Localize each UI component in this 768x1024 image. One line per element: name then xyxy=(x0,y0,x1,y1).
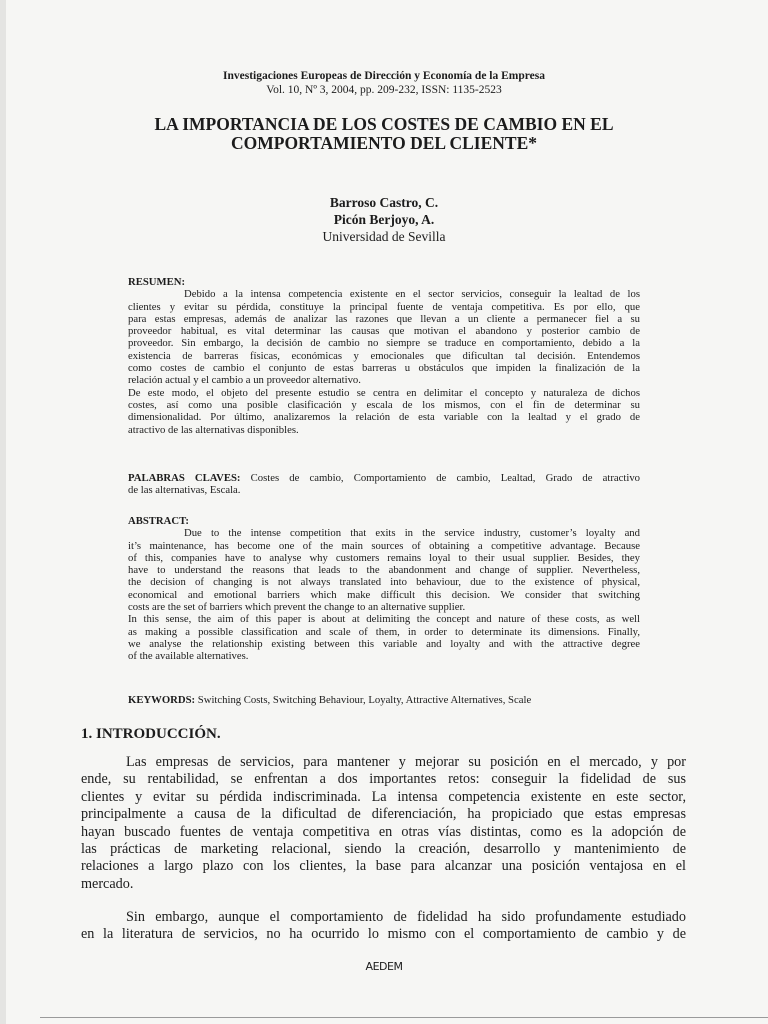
abstract-line: we analyse the relationship existing between this variable and loyalty and with the attractive degree xyxy=(128,637,640,650)
palabras-claves-label: PALABRAS CLAVES: xyxy=(128,472,241,484)
journal-volume: Vol. 10, Nº 3, 2004, pp. 209-232, ISSN: 1135-2523 xyxy=(266,84,502,96)
body-line: las prácticas de marketing relacional, siendo la creación, desarrollo y mantenimiento de xyxy=(81,841,686,858)
body-line: en la literatura de servicios, no ha ocurrido lo mismo con el comportamiento de cambio y de xyxy=(81,926,686,943)
body-line: Las empresas de servicios, para mantener y mejorar su posición en el mercado, y por xyxy=(126,754,686,770)
resumen-heading: RESUMEN: xyxy=(128,276,186,288)
paper-title-line-2: COMPORTAMIENTO DEL CLIENTE* xyxy=(230,133,537,153)
abstract-line: In this sense, the aim of this paper is about at delimiting the concept and nature of these costs, as well xyxy=(128,613,640,626)
page-bottom-rule xyxy=(40,1017,768,1018)
author-2: Picón Berjoyo, A. xyxy=(333,212,435,227)
resumen-line: para estas empresas, además de analizar las razones que llevan a un cliente a permanecer fiel a su xyxy=(128,312,640,325)
abstract-line: of this, companies have to analyse why customers remains loyal to their usual supplier. Besides, they xyxy=(128,551,640,564)
abstract-section xyxy=(128,515,640,663)
resumen-line: clientes y evitar su pérdida, constituye la principal fuente de ventaja competitiva. Es por ello, que xyxy=(128,300,640,313)
keywords-section xyxy=(128,694,640,706)
abstract-line: of the available alternatives. xyxy=(128,650,249,663)
palabras-claves-text: Costes de cambio, Comportamiento de cambio, Lealtad, Grado de atractivo xyxy=(240,472,641,484)
abstract-line: costs are the set of barriers which prevent the change to an alternative supplier. xyxy=(128,601,466,614)
journal-name: Investigaciones Europeas de Dirección y Economía de la Empresa xyxy=(223,70,545,82)
resumen-line: proveedor habitual, es vital determinar las causas que motivan el abandono y posterior cambio de xyxy=(128,325,640,338)
resumen-line: atractivo de las alternativas disponibles. xyxy=(128,423,299,436)
body-line: ende, su rentabilidad, se enfrentan a dos importantes retos: conseguir la fidelidad de sus xyxy=(81,771,686,788)
resumen-line: costes, así como una posible clasificación y escala de los mismos, con el fin de determinar su xyxy=(128,398,640,411)
intro-paragraph-1 xyxy=(81,754,686,893)
body-line: hayan buscado fuentes de ventaja competitiva en otras vías distintas, como es la adopción de xyxy=(81,823,686,840)
section-heading-introduccion: 1. INTRODUCCIÓN. xyxy=(81,726,221,742)
body-line: principalmente a causa de la dificultad de diferenciación, ha propiciado que estas empresas xyxy=(81,806,686,823)
abstract-line: the decision of changing is not always translated into behaviour, due to the existence of physical, xyxy=(128,576,640,589)
palabras-claves-section xyxy=(128,472,640,497)
aedem-logo: AEDEM xyxy=(365,960,403,973)
abstract-line: as making a possible classification and scale of them, in order to determinate its dimensions. Finally, xyxy=(128,625,640,638)
abstract-line: have to understand the reasons that leads to the abandonment and change of supplier. Nevertheless, xyxy=(128,564,640,577)
resumen-line: Debido a la intensa competencia existente en el sector servicios, conseguir la lealtad de los xyxy=(184,288,640,301)
affiliation: Universidad de Sevilla xyxy=(322,229,446,244)
author-1: Barroso Castro, C. xyxy=(329,195,439,210)
abstract-line: economical and emotional barriers which make difficult this decision. We consider that switching xyxy=(128,588,640,601)
resumen-line: como costes de cambio el conjunto de estas barreras u obstáculos que impiden la finalización de la xyxy=(128,362,640,375)
abstract-line: Due to the intense competition that exits in the service industry, customer’s loyalty and xyxy=(184,527,640,540)
resumen-line: relación actual y el cambio a un proveedor alternativo. xyxy=(128,374,361,387)
palabras-claves-text-2: de las alternativas, Escala. xyxy=(128,484,241,497)
abstract-line: it’s maintenance, has become one of the main sources of obtaining a competitive advantage. Because xyxy=(128,539,640,552)
resumen-section xyxy=(128,276,640,436)
abstract-heading: ABSTRACT: xyxy=(128,515,189,527)
paper-title-line-1: LA IMPORTANCIA DE LOS COSTES DE CAMBIO EN EL xyxy=(154,114,614,134)
intro-paragraph-2 xyxy=(81,909,686,944)
resumen-line: De este modo, el objeto del presente estudio se centra en delimitar el concepto y naturaleza de dichos xyxy=(128,386,640,399)
keywords-text: Switching Costs, Switching Behaviour, Loyalty, Attractive Alternatives, Scale xyxy=(195,694,532,706)
scan-edge-shadow xyxy=(0,0,6,1024)
resumen-line: proveedor. Sin embargo, la decisión de cambio no siempre se traduce en comportamiento, debido a la xyxy=(128,337,640,350)
body-line: mercado. xyxy=(81,875,134,892)
body-line: clientes y evitar su pérdida indiscriminada. La intensa competencia existente en este sector, xyxy=(81,788,686,805)
keywords-label: KEYWORDS: xyxy=(128,694,196,706)
body-line: Sin embargo, aunque el comportamiento de fidelidad ha sido profundamente estudiado xyxy=(126,909,686,925)
body-line: relaciones a largo plazo con los clientes, la base para alcanzar una posición ventajosa en el xyxy=(81,858,686,875)
resumen-line: dimensionalidad. Por último, analizaremos la relación de esta variable con la lealtad y el grado de xyxy=(128,411,640,424)
resumen-line: existencia de barreras físicas, económicas y emocionales que dificultan tal decisión. Entendemos xyxy=(128,349,640,362)
